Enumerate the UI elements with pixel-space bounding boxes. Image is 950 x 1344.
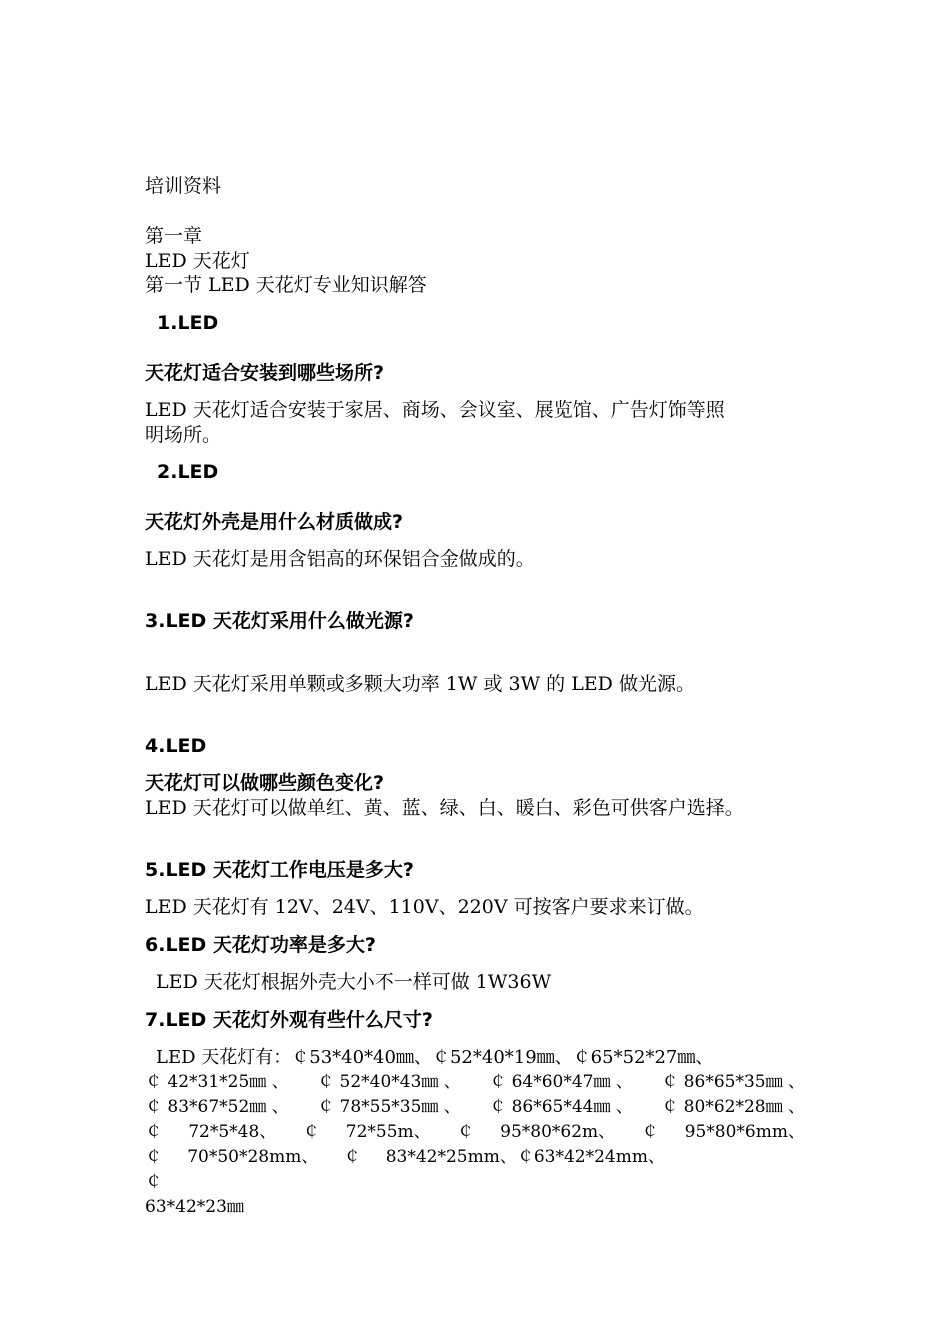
question-1-title: 天花灯适合安装到哪些场所? [145, 362, 385, 384]
answer-1-line-2: 明场所。 [145, 424, 222, 446]
size-row-3 [145, 1095, 805, 1120]
question-7: 7.LED 天花灯外观有些什么尺寸? [145, 1009, 433, 1031]
size-symbol: ￠ [641, 1122, 659, 1142]
size-item: 83*42*25mm、￠63*42*24mm、 [385, 1147, 665, 1167]
doc-title: 培训资料 [145, 175, 222, 197]
size-item: 95*80*62m、 [500, 1122, 616, 1142]
size-item: ￠ 42*31*25㎜ 、 [145, 1072, 289, 1092]
size-row-5 [145, 1145, 665, 1170]
size-item: ￠ 64*60*47㎜ 、 [489, 1072, 633, 1092]
size-symbol: ￠ [456, 1122, 474, 1142]
answer-1-line-1: LED 天花灯适合安装于家居、商场、会议室、展览馆、广告灯饰等照 [145, 399, 725, 421]
size-line-7: 63*42*23㎜ [145, 1197, 244, 1217]
size-row-2 [145, 1070, 805, 1095]
size-symbol: ￠ [145, 1122, 162, 1142]
size-item: 95*80*6mm、 [684, 1122, 805, 1142]
size-symbol: ￠ [302, 1122, 320, 1142]
answer-6: LED 天花灯根据外壳大小不一样可做 1W36W [156, 971, 552, 993]
size-item: ￠ 86*65*44㎜ 、 [489, 1097, 633, 1117]
size-item: 72*5*48、 [188, 1122, 277, 1142]
answer-5: LED 天花灯有 12V、24V、110V、220V 可按客户要求来订做。 [145, 896, 704, 918]
question-2-number: 2.LED [157, 461, 219, 483]
question-4-title: 天花灯可以做哪些颜色变化? [145, 772, 385, 794]
chapter-heading: 第一章 [145, 225, 203, 247]
size-item: 70*50*28mm、 [187, 1147, 319, 1167]
question-3: 3.LED 天花灯采用什么做光源? [145, 610, 414, 632]
answer-7-line-1: LED 天花灯有：￠53*40*40㎜、￠52*40*19㎜、￠65*52*27㎜、 [156, 1047, 714, 1068]
chapter-subject: LED 天花灯 [145, 250, 250, 272]
question-2-title: 天花灯外壳是用什么材质做成? [145, 511, 404, 533]
size-symbol: ￠ [145, 1147, 162, 1167]
section-heading: 第一节 LED 天花灯专业知识解答 [145, 274, 427, 296]
size-item: ￠ 78*55*35㎜ 、 [317, 1097, 461, 1117]
size-line-6: ￠ [145, 1172, 162, 1192]
answer-3: LED 天花灯采用单颗或多颗大功率 1W 或 3W 的 LED 做光源。 [145, 673, 695, 695]
question-6: 6.LED 天花灯功率是多大? [145, 934, 376, 956]
question-5: 5.LED 天花灯工作电压是多大? [145, 859, 414, 881]
size-item: ￠ 80*62*28㎜ 、 [661, 1097, 805, 1117]
size-item: 72*55m、 [345, 1122, 431, 1142]
size-item: ￠ 86*65*35㎜ 、 [661, 1072, 805, 1092]
answer-2: LED 天花灯是用含铝高的环保铝合金做成的。 [145, 548, 535, 570]
question-1-number: 1.LED [157, 312, 219, 334]
size-item: ￠ 83*67*52㎜ 、 [145, 1097, 289, 1117]
size-symbol: ￠ [343, 1147, 361, 1167]
question-4-number: 4.LED [145, 735, 207, 757]
size-item: ￠ 52*40*43㎜ 、 [317, 1072, 461, 1092]
size-row-4 [145, 1120, 805, 1145]
answer-4: LED 天花灯可以做单红、黄、蓝、绿、白、暖白、彩色可供客户选择。 [145, 797, 744, 819]
